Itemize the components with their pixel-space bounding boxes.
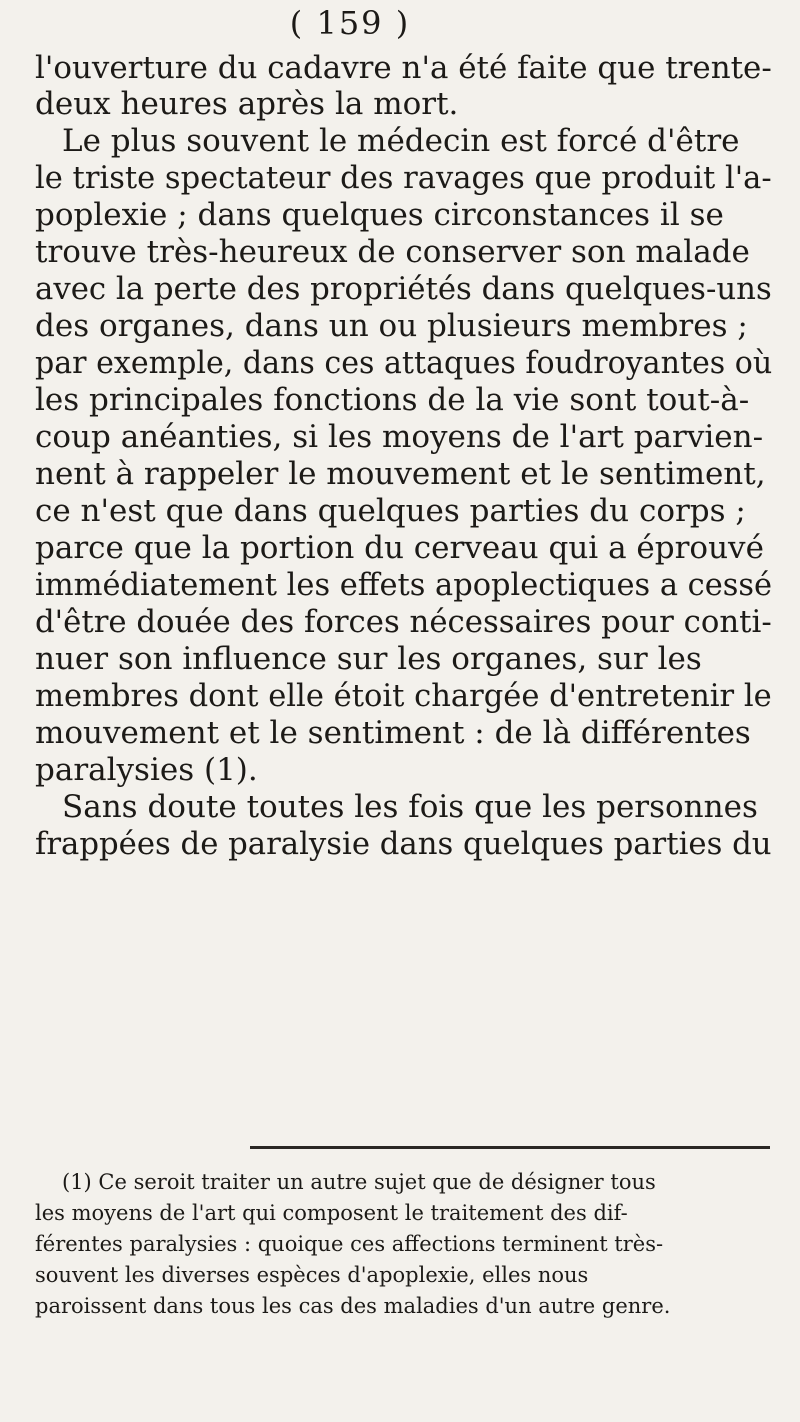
footnote-line: paroissent dans tous les cas des maladies d'un autre genre.	[35, 1294, 671, 1318]
body-line: par exemple, dans ces attaques foudroyantes où	[35, 345, 773, 381]
body-line: trouve très-heureux de conserver son malade	[35, 234, 750, 270]
footnote-line: (1) Ce seroit traiter un autre sujet que de désigner tous	[62, 1170, 656, 1194]
body-line: coup anéanties, si les moyens de l'art parvien-	[35, 419, 764, 455]
body-line: l'ouverture du cadavre n'a été faite que trente-	[35, 50, 772, 86]
body-line: avec la perte des propriétés dans quelques-uns	[35, 271, 772, 307]
footnote-line: souvent les diverses espèces d'apoplexie, elles nous	[35, 1263, 589, 1287]
body-line: d'être douée des forces nécessaires pour conti-	[35, 604, 772, 640]
body-line: Sans doute toutes les fois que les personnes	[62, 789, 758, 825]
page-number: ( 159 )	[289, 4, 411, 42]
body-line: deux heures après la mort.	[35, 86, 459, 122]
body-line: Le plus souvent le médecin est forcé d'être	[62, 123, 740, 159]
body-line: les principales fonctions de la vie sont tout-à-	[35, 382, 750, 418]
body-line: ce n'est que dans quelques parties du corps ;	[35, 493, 746, 529]
body-line: membres dont elle étoit chargée d'entretenir le	[35, 678, 772, 714]
body-line: paralysies (1).	[35, 752, 258, 788]
body-line: parce que la portion du cerveau qui a éprouvé	[35, 530, 764, 566]
body-line: nent à rappeler le mouvement et le sentiment,	[35, 456, 766, 492]
body-line: des organes, dans un ou plusieurs membres ;	[35, 308, 748, 344]
body-line: frappées de paralysie dans quelques parties du	[35, 826, 772, 862]
body-line: poplexie ; dans quelques circonstances il se	[35, 197, 724, 233]
body-line: immédiatement les effets apoplectiques a cessé	[35, 567, 773, 603]
body-line: mouvement et le sentiment : de là différentes	[35, 715, 751, 751]
footnote-line: férentes paralysies : quoique ces affections terminent très-	[35, 1232, 664, 1256]
body-line: nuer son influence sur les organes, sur les	[35, 641, 702, 677]
footnote-line: les moyens de l'art qui composent le traitement des dif-	[35, 1201, 628, 1225]
body-line: le triste spectateur des ravages que produit l'a-	[35, 160, 772, 196]
footnote-separator	[250, 1146, 770, 1149]
